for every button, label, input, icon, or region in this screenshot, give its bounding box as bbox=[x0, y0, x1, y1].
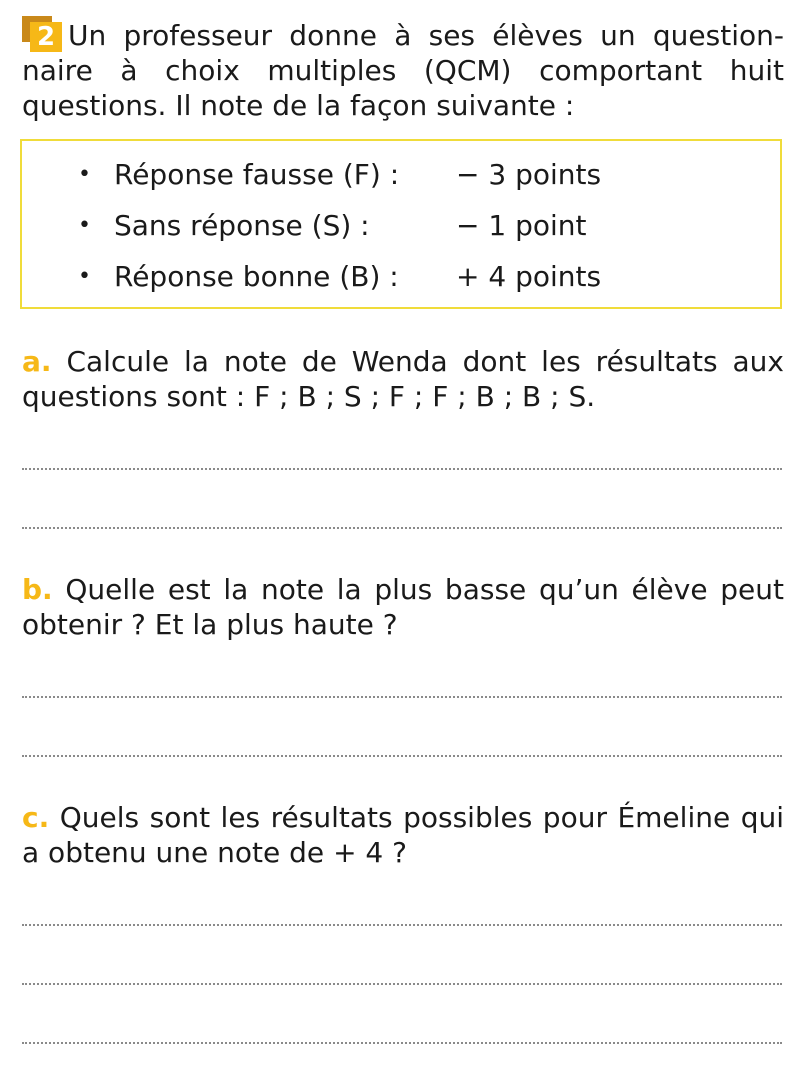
rule-points: + 4 points bbox=[456, 260, 602, 293]
answer-line-a-2[interactable] bbox=[22, 527, 782, 529]
question-text: Quelle est la note la plus basse qu’un élève peut obtenir ? Et la plus haute ? bbox=[22, 573, 784, 641]
scoring-rules-box bbox=[20, 139, 782, 309]
rule-points: − 1 point bbox=[456, 209, 587, 242]
rule-label: Sans réponse (S) : bbox=[114, 209, 370, 242]
answer-line-a-1[interactable] bbox=[22, 468, 782, 470]
rule-no-answer bbox=[22, 208, 780, 244]
rule-wrong-answer bbox=[22, 157, 780, 193]
question-letter: c. bbox=[22, 801, 50, 834]
answer-line-c-1[interactable] bbox=[22, 924, 782, 926]
exercise-number-badge bbox=[22, 16, 62, 50]
question-a bbox=[22, 344, 784, 414]
question-b bbox=[22, 572, 784, 642]
answer-line-b-1[interactable] bbox=[22, 696, 782, 698]
bullet-icon: • bbox=[78, 213, 91, 238]
answer-line-b-2[interactable] bbox=[22, 755, 782, 757]
question-text: Quels sont les résultats possibles pour Émeline qui a obtenu une note de + 4 ? bbox=[22, 801, 784, 869]
question-text: Calcule la note de Wenda dont les résultats aux questions sont : F ; B ; S ; F ; F ; B ; B ; S. bbox=[22, 345, 784, 413]
question-c bbox=[22, 800, 784, 870]
exercise-intro bbox=[22, 16, 784, 123]
exercise-number: 2 bbox=[30, 22, 62, 52]
question-letter: b. bbox=[22, 573, 53, 606]
bullet-icon: • bbox=[78, 264, 91, 289]
answer-line-c-2[interactable] bbox=[22, 983, 782, 985]
rule-label: Réponse bonne (B) : bbox=[114, 260, 399, 293]
question-letter: a. bbox=[22, 345, 52, 378]
rule-label: Réponse fausse (F) : bbox=[114, 158, 400, 191]
answer-line-c-3[interactable] bbox=[22, 1042, 782, 1044]
bullet-icon: • bbox=[78, 162, 91, 187]
rule-points: − 3 points bbox=[456, 158, 602, 191]
rule-right-answer bbox=[22, 259, 780, 295]
intro-text: Un professeur donne à ses élèves un questionnaire à choix multiples (QCM) comportant huit questions. Il note de la façon suivante : bbox=[22, 19, 784, 122]
